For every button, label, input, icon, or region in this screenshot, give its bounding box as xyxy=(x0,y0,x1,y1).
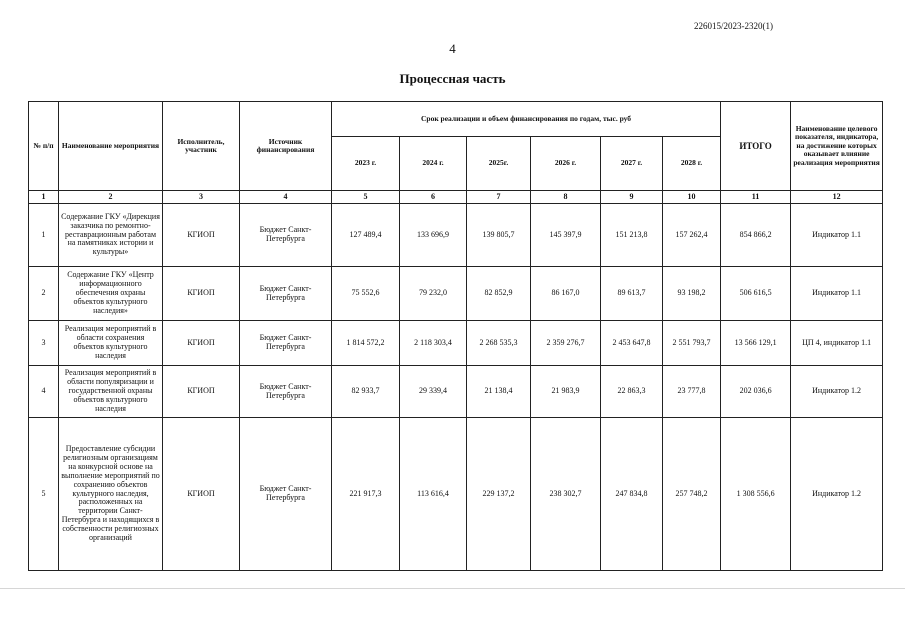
year-value: 139 805,7 xyxy=(467,204,531,267)
funding-source: Бюджет Санкт-Петербурга xyxy=(240,321,332,366)
header-year: 2025г. xyxy=(467,137,531,191)
row-total: 13 566 129,1 xyxy=(721,321,791,366)
column-numbers-row xyxy=(29,191,883,204)
column-number: 4 xyxy=(240,191,332,204)
year-value: 127 489,4 xyxy=(332,204,400,267)
year-value: 21 138,4 xyxy=(467,366,531,418)
table-row xyxy=(29,418,883,571)
column-number: 11 xyxy=(721,191,791,204)
funding-source: Бюджет Санкт-Петербурга xyxy=(240,204,332,267)
column-number: 6 xyxy=(400,191,467,204)
row-number: 1 xyxy=(29,204,59,267)
executor: КГИОП xyxy=(163,204,240,267)
header-num: № п/п xyxy=(29,102,59,191)
row-total: 506 616,5 xyxy=(721,267,791,321)
section-title: Процессная часть xyxy=(399,71,506,86)
header-executor: Исполнитель, участник xyxy=(163,102,240,191)
year-value: 79 232,0 xyxy=(400,267,467,321)
column-number: 5 xyxy=(332,191,400,204)
year-value: 145 397,9 xyxy=(531,204,601,267)
scan-edge-line xyxy=(0,588,905,589)
year-value: 2 268 535,3 xyxy=(467,321,531,366)
year-value: 2 118 303,4 xyxy=(400,321,467,366)
year-value: 1 814 572,2 xyxy=(332,321,400,366)
year-value: 93 198,2 xyxy=(663,267,721,321)
header-event: Наименование мероприятия xyxy=(59,102,163,191)
row-number: 3 xyxy=(29,321,59,366)
funding-source: Бюджет Санкт-Петербурга xyxy=(240,366,332,418)
event-name: Содержание ГКУ «Центр информационного обеспечения охраны объектов культурного наследия» xyxy=(59,267,163,321)
column-number: 12 xyxy=(791,191,883,204)
column-number: 1 xyxy=(29,191,59,204)
row-number: 5 xyxy=(29,418,59,571)
funding-source: Бюджет Санкт-Петербурга xyxy=(240,418,332,571)
indicator: Индикатор 1.1 xyxy=(791,267,883,321)
table-row xyxy=(29,366,883,418)
year-value: 23 777,8 xyxy=(663,366,721,418)
year-value: 82 933,7 xyxy=(332,366,400,418)
header-period: Срок реализации и объем финансирования по годам, тыс. руб xyxy=(332,102,721,137)
year-value: 247 834,8 xyxy=(601,418,663,571)
indicator: Индикатор 1.2 xyxy=(791,366,883,418)
row-total: 1 308 556,6 xyxy=(721,418,791,571)
header-year: 2028 г. xyxy=(663,137,721,191)
row-total: 202 036,6 xyxy=(721,366,791,418)
indicator: Индикатор 1.2 xyxy=(791,418,883,571)
year-value: 22 863,3 xyxy=(601,366,663,418)
column-number: 9 xyxy=(601,191,663,204)
executor: КГИОП xyxy=(163,321,240,366)
year-value: 89 613,7 xyxy=(601,267,663,321)
document-number: 226015/2023-2320(1) xyxy=(694,21,773,31)
event-name: Реализация мероприятий в области сохранения объектов культурного наследия xyxy=(59,321,163,366)
column-number: 10 xyxy=(663,191,721,204)
row-total: 854 866,2 xyxy=(721,204,791,267)
year-value: 2 359 276,7 xyxy=(531,321,601,366)
event-name: Предоставление субсидии религиозным организациям на конкурсной основе на выполнение мероприятий по сохранению объектов культурного наследия, расположенных на территории Санкт-Петербурга и находящихся в собственности религиозных организаций xyxy=(59,418,163,571)
year-value: 2 551 793,7 xyxy=(663,321,721,366)
event-name: Содержание ГКУ «Дирекция заказчика по ремонтно-реставрационным работам на памятниках истории и культуры» xyxy=(59,204,163,267)
indicator: Индикатор 1.1 xyxy=(791,204,883,267)
table-row xyxy=(29,267,883,321)
header-year: 2024 г. xyxy=(400,137,467,191)
column-number: 8 xyxy=(531,191,601,204)
column-number: 2 xyxy=(59,191,163,204)
indicator: ЦП 4, индикатор 1.1 xyxy=(791,321,883,366)
header-row xyxy=(29,102,883,137)
year-value: 86 167,0 xyxy=(531,267,601,321)
year-value: 2 453 647,8 xyxy=(601,321,663,366)
year-value: 29 339,4 xyxy=(400,366,467,418)
year-value: 221 917,3 xyxy=(332,418,400,571)
row-number: 2 xyxy=(29,267,59,321)
table-row xyxy=(29,321,883,366)
header-year: 2026 г. xyxy=(531,137,601,191)
year-value: 75 552,6 xyxy=(332,267,400,321)
year-value: 113 616,4 xyxy=(400,418,467,571)
funding-source: Бюджет Санкт-Петербурга xyxy=(240,267,332,321)
executor: КГИОП xyxy=(163,366,240,418)
header-indicator: Наименование целевого показателя, индикатора, на достижение которых оказывает влияние реализация мероприятия xyxy=(791,102,883,191)
financing-table xyxy=(28,101,883,571)
year-value: 151 213,8 xyxy=(601,204,663,267)
column-number: 7 xyxy=(467,191,531,204)
page-number: 4 xyxy=(449,41,456,56)
year-value: 82 852,9 xyxy=(467,267,531,321)
executor: КГИОП xyxy=(163,267,240,321)
event-name: Реализация мероприятий в области популяризации и государственной охраны объектов культурного наследия xyxy=(59,366,163,418)
year-value: 229 137,2 xyxy=(467,418,531,571)
year-value: 157 262,4 xyxy=(663,204,721,267)
header-year: 2027 г. xyxy=(601,137,663,191)
header-year: 2023 г. xyxy=(332,137,400,191)
table-row xyxy=(29,204,883,267)
row-number: 4 xyxy=(29,366,59,418)
year-value: 21 983,9 xyxy=(531,366,601,418)
year-value: 238 302,7 xyxy=(531,418,601,571)
header-source: Источник финансирования xyxy=(240,102,332,191)
year-value: 257 748,2 xyxy=(663,418,721,571)
executor: КГИОП xyxy=(163,418,240,571)
header-total: ИТОГО xyxy=(721,102,791,191)
column-number: 3 xyxy=(163,191,240,204)
year-value: 133 696,9 xyxy=(400,204,467,267)
